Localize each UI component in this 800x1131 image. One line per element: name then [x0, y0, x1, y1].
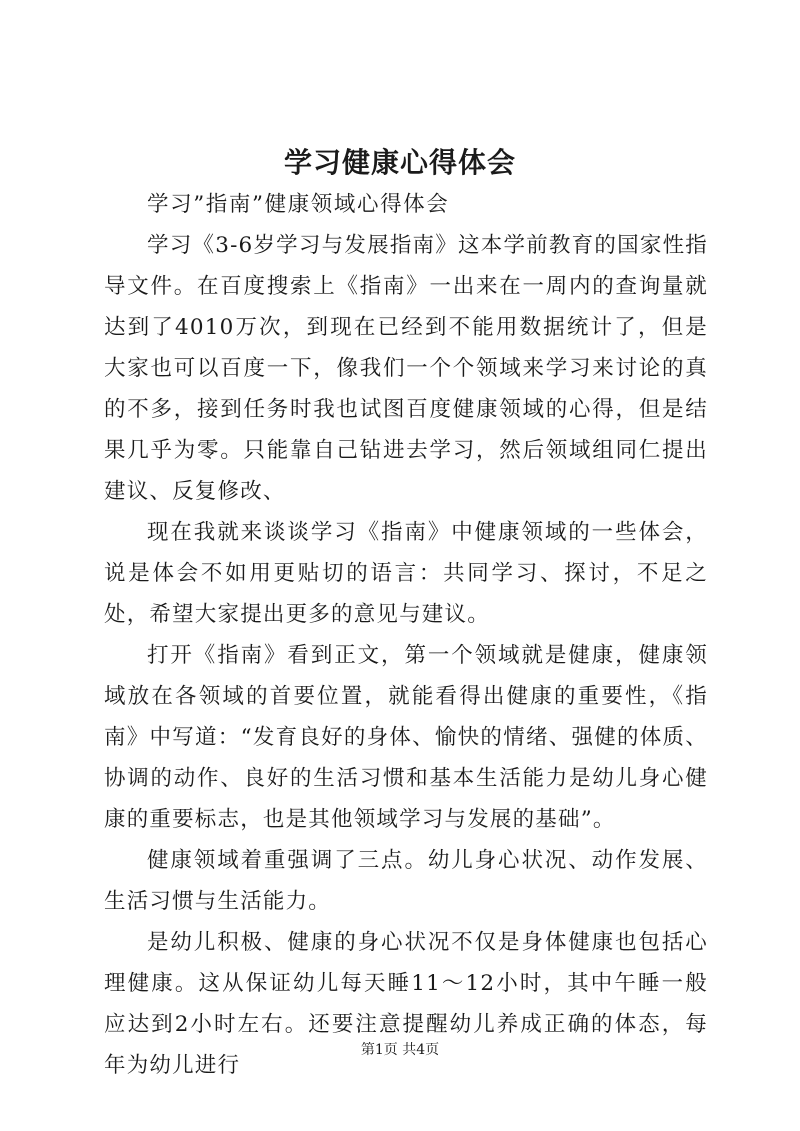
paragraph: 健康领域着重强调了三点。幼儿身心状况、动作发展、生活习惯与生活能力。: [104, 848, 708, 914]
paragraph: 打开《指南》看到正文，第一个领域就是健康，健康领域放在各领域的首要位置，就能看得出健康的重要性，《指南》中写道：“发育良好的身体、愉快的情绪、强健的体质、协调的动作、良好的生活习惯和基本生活能力是幼儿身心健康的重要标志，也是其他领域学习与发展的基础”。: [104, 643, 708, 832]
paragraph: 现在我就来谈谈学习《指南》中健康领域的一些体会，说是体会不如用更贴切的语言：共同学习、探讨，不足之处，希望大家提出更多的意见与建议。: [104, 520, 708, 627]
paragraph-subheading: 学习”指南”健康领域心得体会: [147, 192, 450, 217]
document-title: 学习健康心得体会: [283, 146, 516, 179]
paragraph: 是幼儿积极、健康的身心状况不仅是身体健康也包括心理健康。这从保证幼儿每天睡11～12小时，其中午睡一般应达到2小时左右。还要注意提醒幼儿养成正确的体态，每年为幼儿进行: [104, 930, 708, 1078]
document-body: [104, 184, 708, 1086]
paragraph: 学习《3-6岁学习与发展指南》这本学前教育的国家性指导文件。在百度搜索上《指南》一出来在一周内的查询量就达到了4010万次，到现在已经到不能用数据统计了，但是大家也可以百度一下，像我们一个个领域来学习来讨论的真的不多，接到任务时我也试图百度健康领域的心得，但是结果几乎为零。只能靠自己钻进去学习，然后领域组同仁提出建议、反复修改、: [104, 233, 708, 504]
page-footer: [0, 1040, 800, 1060]
page-number: 第1页 共4页: [360, 1042, 440, 1058]
